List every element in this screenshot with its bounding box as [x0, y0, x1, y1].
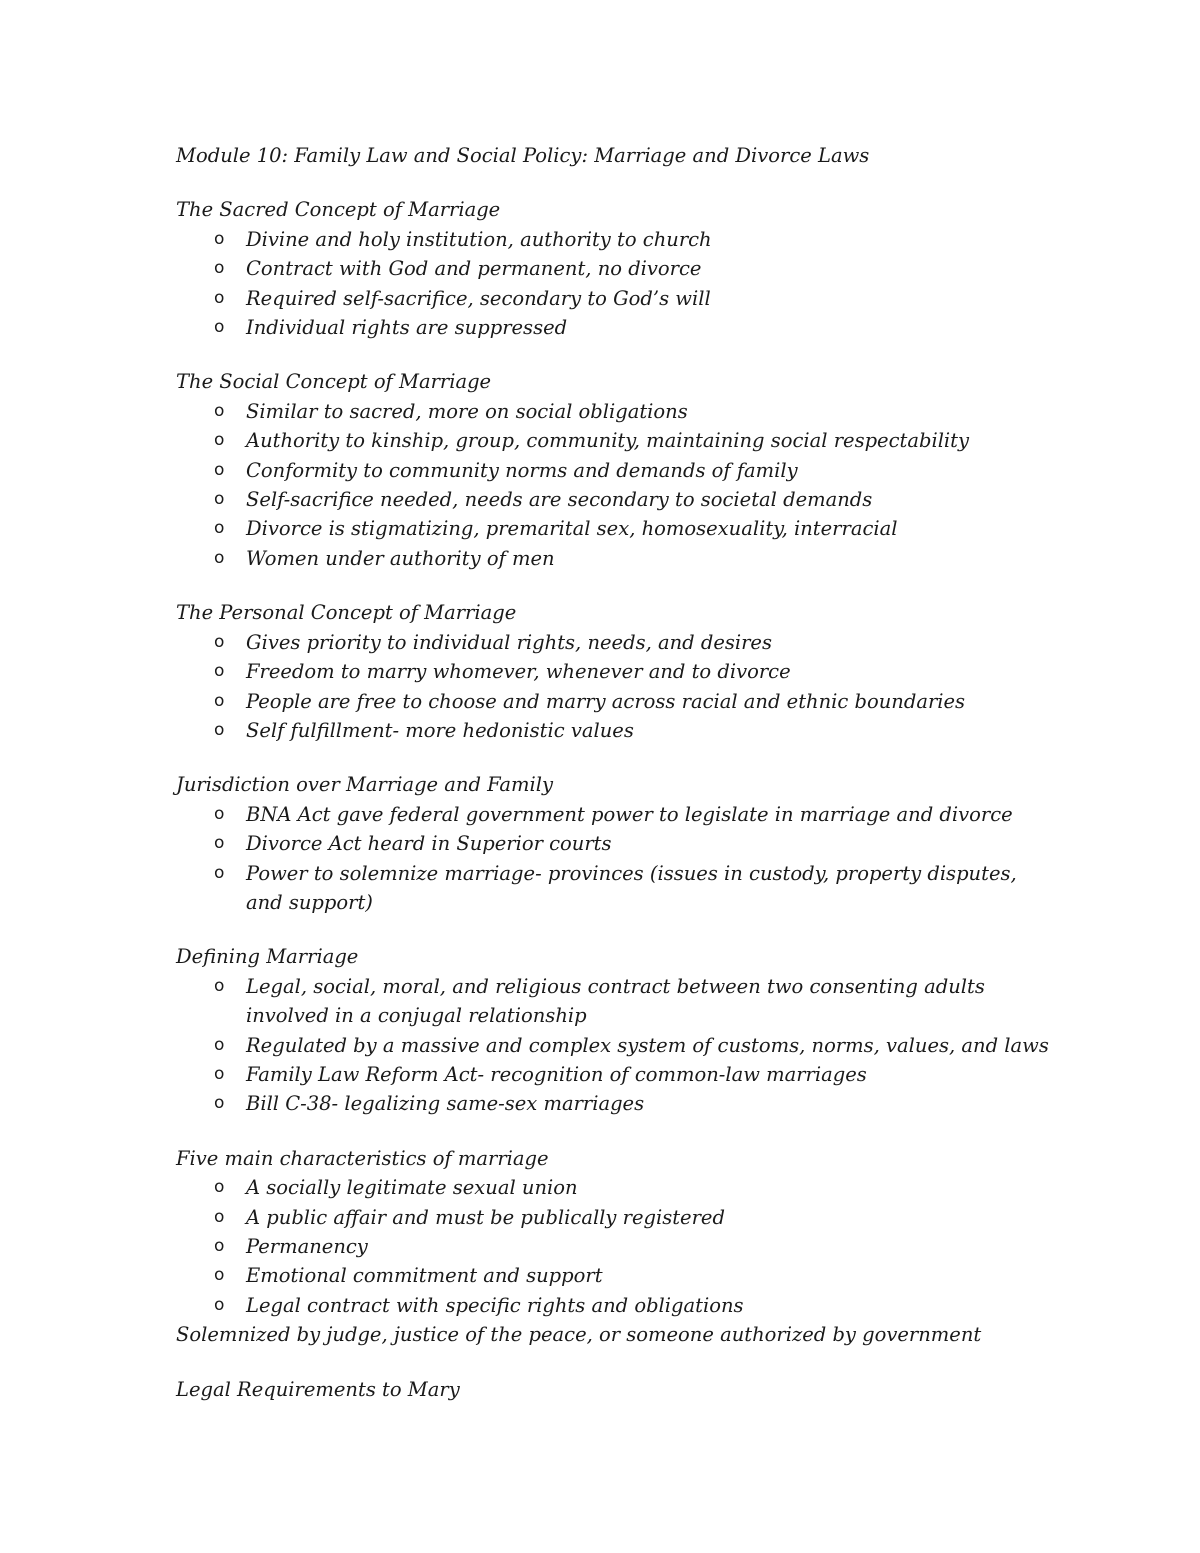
list-item-text: Permanency — [246, 1235, 368, 1258]
list-item — [176, 397, 1056, 426]
section-jurisdiction — [176, 770, 1056, 917]
list-item-text: Conformity to community norms and demands of family — [246, 458, 798, 482]
bullet-marker: o — [214, 228, 225, 249]
bullet-marker: o — [214, 1236, 225, 1256]
bullet-marker: o — [214, 690, 225, 711]
bullet-list — [176, 1173, 1056, 1320]
section-heading: Defining Marriage — [176, 945, 359, 969]
list-item-text: Divine and holy institution, authority to church — [246, 227, 712, 251]
list-item-text: A public affair and must be publically registered — [246, 1205, 725, 1229]
list-item-text: Similar to sacred, more on social obligations — [246, 399, 688, 423]
list-item-text: A socially legitimate sexual union — [246, 1176, 578, 1200]
bullet-list — [176, 972, 1056, 1119]
list-item-text: Bill C-38- legalizing same-sex marriages — [246, 1092, 645, 1116]
list-item-text: Authority to kinship, group, community, maintaining social respectability — [246, 429, 970, 453]
bullet-list — [176, 628, 1056, 746]
list-item — [176, 514, 1056, 543]
bullet-marker: o — [214, 1034, 225, 1055]
list-item — [176, 313, 1056, 342]
list-item-text: BNA Act gave federal government power to legislate in marriage and divorce — [246, 802, 1013, 826]
bullet-marker: o — [214, 1265, 225, 1286]
list-item-text: Women under authority of men — [246, 546, 555, 570]
bullet-marker: o — [214, 547, 225, 568]
section-sacred-concept — [176, 195, 1056, 342]
section-heading: The Sacred Concept of Marriage — [176, 198, 501, 222]
document-title: Module 10: Family Law and Social Policy: Marriage and Divorce Laws — [176, 144, 870, 167]
bullet-marker: o — [214, 1206, 225, 1227]
list-item-text: Gives priority to individual rights, needs, and desires — [246, 630, 772, 654]
list-item — [176, 657, 1056, 686]
list-item-text: Emotional commitment and support — [246, 1264, 603, 1288]
list-item — [176, 426, 1056, 455]
list-item — [176, 485, 1056, 514]
list-item — [176, 1060, 1056, 1089]
list-item — [176, 829, 1056, 858]
document-page — [176, 141, 1056, 1429]
bullet-list — [176, 225, 1056, 343]
bullet-marker: o — [214, 975, 225, 996]
list-item — [176, 687, 1056, 716]
list-item — [176, 859, 1056, 918]
bullet-list — [176, 800, 1056, 918]
bullet-marker: o — [214, 1177, 225, 1198]
list-item-text: Divorce is stigmatizing, premarital sex, homosexuality, interracial — [246, 517, 898, 541]
list-item — [176, 1031, 1056, 1060]
list-item — [176, 284, 1056, 313]
list-item — [176, 800, 1056, 829]
bullet-marker: o — [214, 317, 225, 338]
list-item-text: Power to solemnize marriage- provinces (issues in custody, property disputes, and support) — [246, 861, 1017, 914]
list-item — [176, 1261, 1056, 1290]
bullet-marker: o — [214, 258, 225, 279]
list-item-text: Contract with God and permanent, no divorce — [246, 257, 702, 281]
list-item — [176, 456, 1056, 485]
list-item-text: Family Law Reform Act- recognition of common-law marriages — [246, 1062, 867, 1086]
section-social-concept — [176, 367, 1056, 573]
list-item-text: Self fulfillment- more hedonistic values — [246, 718, 634, 742]
list-item-text: Required self-sacrifice, secondary to God’s will — [246, 286, 711, 310]
section-heading: The Social Concept of Marriage — [176, 370, 492, 394]
bullet-marker: o — [214, 862, 225, 883]
list-item — [176, 1173, 1056, 1202]
list-item — [176, 716, 1056, 745]
section-heading: The Personal Concept of Marriage — [176, 601, 517, 625]
bullet-marker: o — [214, 803, 225, 824]
section-personal-concept — [176, 598, 1056, 745]
list-item-text: Individual rights are suppressed — [246, 316, 568, 340]
bullet-marker: o — [214, 430, 225, 451]
list-item — [176, 628, 1056, 657]
bullet-marker: o — [214, 631, 225, 652]
bullet-marker: o — [214, 1063, 225, 1084]
bullet-marker: o — [214, 1093, 225, 1114]
bullet-marker: o — [214, 459, 225, 480]
bullet-marker: o — [214, 661, 225, 682]
list-item-text: Regulated by a massive and complex system of customs, norms, values, and laws — [246, 1033, 1049, 1057]
bullet-marker: o — [214, 719, 225, 740]
bullet-marker: o — [214, 400, 225, 421]
list-item — [176, 1291, 1056, 1320]
list-item — [176, 225, 1056, 254]
bullet-marker: o — [214, 833, 225, 854]
list-item — [176, 1232, 1056, 1261]
bullet-marker: o — [214, 287, 225, 308]
list-item-text: People are free to choose and marry across racial and ethnic boundaries — [246, 689, 966, 713]
list-item — [176, 1203, 1056, 1232]
list-item-text: Legal, social, moral, and religious contract between two consenting adults involved in a conjugal relationship — [246, 974, 985, 1028]
list-item — [176, 544, 1056, 573]
section-legal-requirements — [176, 1375, 1056, 1404]
list-item — [176, 254, 1056, 283]
section-defining-marriage — [176, 942, 1056, 1118]
list-item-text: Divorce Act heard in Superior courts — [246, 832, 612, 856]
bullet-marker: o — [214, 518, 225, 539]
bullet-list — [176, 397, 1056, 573]
list-item-text: Legal contract with specific rights and obligations — [246, 1293, 744, 1317]
solemnized-note: Solemnized by judge, justice of the peace, or someone authorized by government — [176, 1323, 982, 1347]
section-five-characteristics — [176, 1144, 1056, 1350]
list-item — [176, 972, 1056, 1031]
list-item — [176, 1089, 1056, 1118]
section-heading: Five main characteristics of marriage — [176, 1146, 549, 1170]
list-item-text: Freedom to marry whomever, whenever and to divorce — [246, 660, 791, 684]
bullet-marker: o — [214, 489, 225, 510]
bullet-marker: o — [214, 1294, 225, 1315]
section-heading: Legal Requirements to Mary — [176, 1377, 460, 1401]
section-heading: Jurisdiction over Marriage and Family — [176, 773, 553, 797]
list-item-text: Self-sacrifice needed, needs are secondary to societal demands — [246, 488, 873, 512]
